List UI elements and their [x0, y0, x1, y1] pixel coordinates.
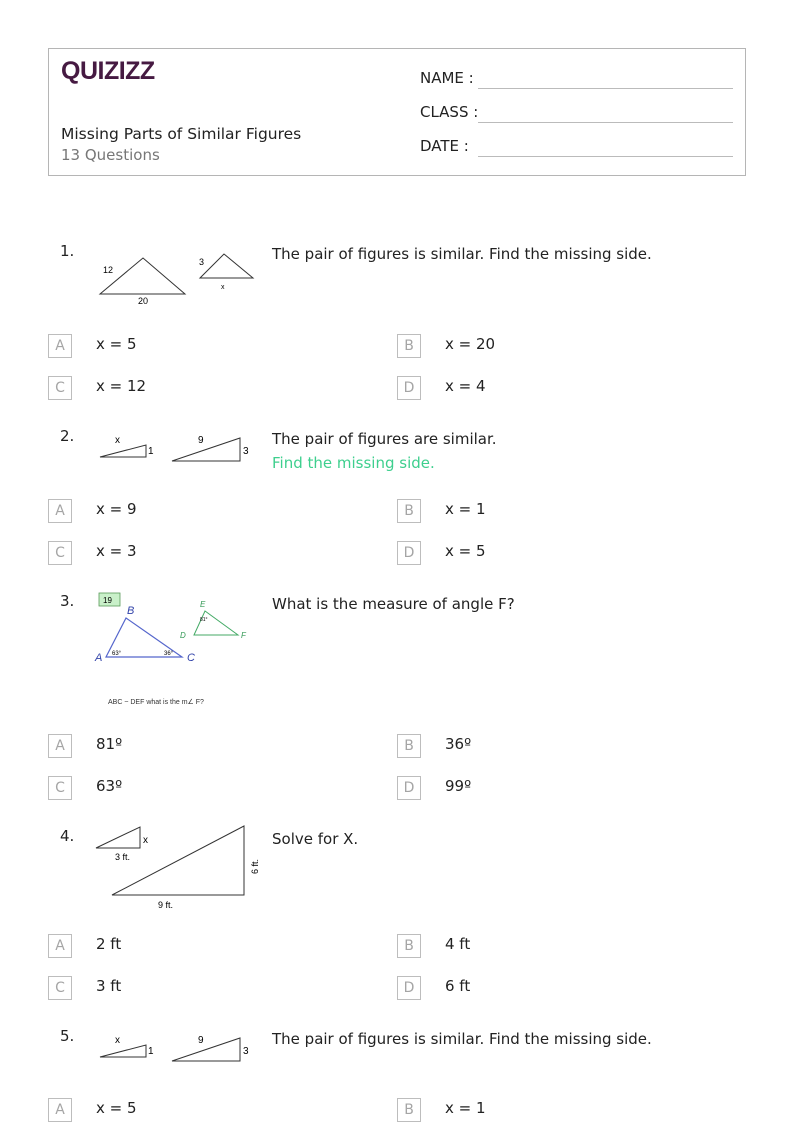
- option-letter: A: [48, 1098, 72, 1122]
- large-triangle: [172, 1038, 240, 1061]
- figure-similar-triangles: [94, 431, 264, 471]
- option-letter: A: [48, 499, 72, 523]
- date-field[interactable]: [420, 137, 740, 159]
- badge-text: 19: [103, 596, 112, 605]
- option-value: x = 4: [445, 377, 486, 395]
- figure-angle-triangles: [94, 592, 250, 710]
- option-value: x = 1: [445, 1099, 486, 1117]
- side-label: 12: [103, 265, 114, 275]
- option-letter: C: [48, 376, 72, 400]
- date-line: [478, 156, 733, 157]
- side-label: 9: [198, 435, 204, 446]
- name-label: NAME :: [420, 69, 474, 87]
- option-value: x = 12: [96, 377, 147, 395]
- option-value: 6 ft: [445, 977, 471, 995]
- vertex-label: F: [241, 631, 246, 640]
- option-value: x = 9: [96, 500, 137, 518]
- option-value: 99º: [445, 777, 472, 795]
- option-letter: A: [48, 934, 72, 958]
- figure-similar-triangles: [94, 1031, 264, 1071]
- side-label: 9 ft.: [158, 900, 174, 910]
- option-letter: C: [48, 976, 72, 1000]
- side-label: x: [221, 284, 225, 291]
- angle-label: 36°: [164, 651, 174, 657]
- vertex-label: E: [200, 600, 206, 609]
- question-text-highlight: Find the missing side.: [272, 454, 435, 472]
- small-triangle: [200, 254, 253, 278]
- side-label: 20: [138, 296, 149, 306]
- side-label: 6 ft.: [250, 858, 260, 874]
- small-triangle: [100, 1045, 146, 1057]
- option-value: x = 5: [445, 542, 486, 560]
- question-number: 2.: [60, 427, 75, 445]
- option-letter: B: [397, 1098, 421, 1122]
- angle-label: 81°: [200, 617, 208, 623]
- name-field[interactable]: [420, 69, 740, 91]
- class-label: CLASS :: [420, 103, 479, 121]
- option-letter: A: [48, 334, 72, 358]
- figure-similar-triangles: [94, 248, 259, 310]
- triangle-def: [194, 611, 238, 635]
- side-label: 3: [199, 257, 205, 267]
- side-label: x: [115, 1035, 120, 1046]
- vertex-label: C: [187, 652, 195, 664]
- small-triangle: [96, 827, 140, 848]
- option-letter: B: [397, 734, 421, 758]
- side-label: x: [115, 435, 120, 446]
- question-number: 5.: [60, 1027, 75, 1045]
- question-number: 4.: [60, 827, 75, 845]
- question-number: 1.: [60, 242, 75, 260]
- worksheet-header: [48, 48, 746, 176]
- option-value: x = 20: [445, 335, 496, 353]
- large-triangle: [112, 826, 244, 895]
- question-text: [272, 427, 742, 475]
- option-letter: C: [48, 541, 72, 565]
- question-text: The pair of figures is similar. Find the missing side.: [272, 245, 652, 263]
- angle-label: 63°: [112, 651, 122, 657]
- option-value: x = 1: [445, 500, 486, 518]
- side-label: 1: [148, 446, 154, 457]
- option-letter: D: [397, 976, 421, 1000]
- small-triangle: [100, 445, 146, 457]
- question-text: Solve for X.: [272, 830, 359, 848]
- option-value: x = 5: [96, 335, 137, 353]
- class-field[interactable]: [420, 103, 740, 125]
- large-triangle: [172, 438, 240, 461]
- side-label: 3: [243, 1046, 249, 1057]
- option-value: 3 ft: [96, 977, 122, 995]
- figure-caption: ABC ~ DEF what is the m∠ F?: [108, 699, 204, 706]
- quizizz-logo: QUIZIZZ: [61, 57, 155, 85]
- question-text: The pair of figures is similar. Find the missing side.: [272, 1030, 652, 1048]
- name-line: [478, 88, 733, 89]
- option-value: 2 ft: [96, 935, 122, 953]
- worksheet-title: Missing Parts of Similar Figures: [61, 125, 302, 143]
- option-value: x = 3: [96, 542, 137, 560]
- option-value: 63º: [96, 777, 123, 795]
- question-count: 13 Questions: [61, 146, 160, 164]
- option-value: x = 5: [96, 1099, 137, 1117]
- option-letter: B: [397, 499, 421, 523]
- option-value: 4 ft: [445, 935, 471, 953]
- option-letter: B: [397, 934, 421, 958]
- large-triangle: [100, 258, 185, 294]
- option-letter: D: [397, 776, 421, 800]
- vertex-label: D: [180, 631, 186, 640]
- side-label: 3 ft.: [115, 852, 131, 862]
- vertex-label: B: [127, 605, 135, 617]
- side-label: x: [143, 835, 148, 846]
- question-number: 3.: [60, 592, 75, 610]
- option-value: 36º: [445, 735, 472, 753]
- side-label: 3: [243, 446, 249, 457]
- option-letter: B: [397, 334, 421, 358]
- option-letter: D: [397, 541, 421, 565]
- option-letter: D: [397, 376, 421, 400]
- option-letter: C: [48, 776, 72, 800]
- option-letter: A: [48, 734, 72, 758]
- side-label: 9: [198, 1035, 204, 1046]
- figure-similar-triangles: [94, 823, 264, 911]
- option-value: 81º: [96, 735, 123, 753]
- question-text-line: The pair of figures are similar.: [272, 430, 497, 448]
- class-line: [478, 122, 733, 123]
- question-text: What is the measure of angle F?: [272, 595, 515, 613]
- side-label: 1: [148, 1046, 154, 1057]
- date-label: DATE :: [420, 137, 469, 155]
- vertex-label: A: [95, 652, 103, 664]
